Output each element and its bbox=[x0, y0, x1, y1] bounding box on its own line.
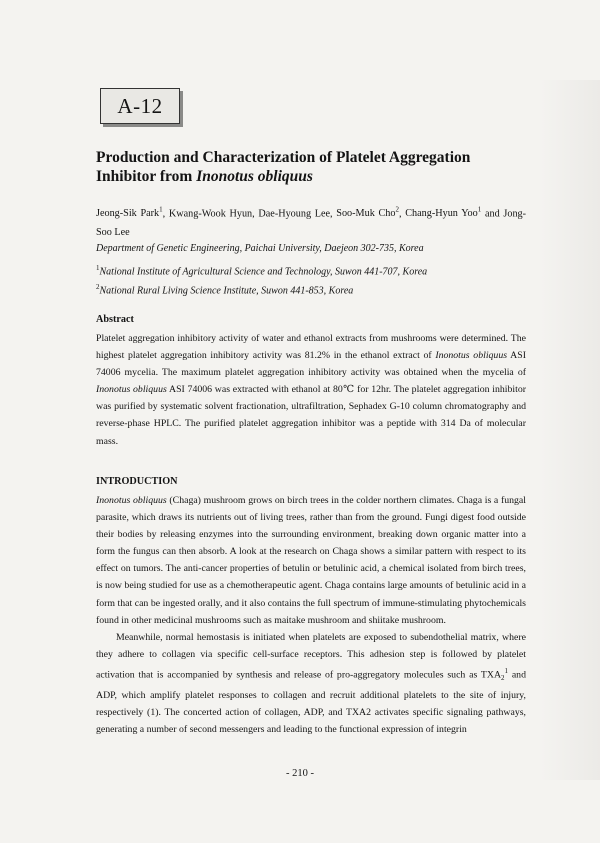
section-label: A-12 bbox=[117, 94, 163, 118]
abstract-heading: Abstract bbox=[96, 314, 134, 325]
author-conjunction: and bbox=[484, 208, 500, 220]
page-number: - 210 - bbox=[286, 768, 314, 779]
author: Chang-Hyun Yoo$^1$ bbox=[405, 206, 482, 220]
author: Kwang-Wook Hyun bbox=[168, 208, 253, 220]
title-species: Inonotus obliquus bbox=[196, 168, 313, 185]
affiliation: $^1$National Institute of Agricultural Science and Technology, Suwon 441-707, Korea bbox=[96, 264, 428, 278]
introduction-heading: INTRODUCTION bbox=[96, 476, 178, 487]
paper-title bbox=[96, 148, 516, 186]
author-list: Jeong-Sik Park$^1$, Kwang-Wook Hyun, Dae-Hyoung Lee, Soo-Muk Cho$^2$, Chang-Hyun Yoo$^1$ and Jong-Soo Lee bbox=[96, 206, 527, 239]
author: Jong-Soo Lee bbox=[96, 208, 527, 239]
title-text: Production and Characterization of Platelet Aggregation Inhibitor from bbox=[96, 149, 471, 185]
author: Dae-Hyoung Lee bbox=[258, 208, 331, 220]
abstract-text: Platelet aggregation inhibitory activity of water and ethanol extracts from mushrooms were determined. The highest platelet aggregation inhibitory activity was 81.2% in the ethanol extract of Inonotus obliquus ASI 74006 mycelia. The maximum platelet aggregation inhibitory activity was obtained when the mycelia of Inonotus obliquus ASI 74006 was extracted with ethanol at 80℃ for 12hr. The platelet aggregation inhibitor was purified by systematic solvent fractionation, ultrafiltration, Sephadex G-10 column chromatography and reverse-phase HPLC. The purified platelet aggregation inhibitor was a peptide with 314 Da of molecular mass. bbox=[96, 333, 526, 447]
show-through-shadow bbox=[540, 80, 600, 780]
section-label-box bbox=[100, 88, 180, 124]
author: Jeong-Sik Park$^1$ bbox=[96, 206, 163, 220]
introduction-text: Inonotus obliquus (Chaga) mushroom grows on birch trees in the colder northern climates. Chaga is a fungal parasite, which draws its nutrients out of living trees, rather than from the ground. Fungi digest food outside their bodies by releasing enzymes into the surrounding environment, breaking down organic matter into a form the fungus can then absorb. A look at the research on Chaga shows a similar pattern with respect to its effect on tumors. The anti-cancer properties of betulin or betulinic acid, a chemical isolated from birch trees, is now being studied for use as a chemotherapeutic agent. Chaga contains large amounts of betulinic acid in a form that can be ingested orally, and it also contains the full spectrum of immune-stimulating phytochemicals found in other medicinal mushrooms such as maitake mushroom and shiitake mushroom. Meanwhile, normal hemostasis is initiated when platelets are exposed to subendothelial matrix, where they adhere to collagen via specific cell-surface receptors. This adhesion step is followed by platelet activation that is accompanied by synthesis and release of pro-aggregatory molecules such as $TXA_2^1$ and ADP, which amplify platelet responses to collagen and recruit additional platelets to the site of injury, respectively (1). The concerted action of collagen, ADP, and TXA2 activates specific signaling pathways, generating a number of second messengers and leading to the functional expression of integrin bbox=[96, 495, 526, 736]
affiliation: $^2$National Rural Living Science Institute, Suwon 441-853, Korea bbox=[96, 283, 354, 297]
affiliation: Department of Genetic Engineering, Paichai University, Daejeon 302-735, Korea bbox=[96, 243, 424, 254]
author: Soo-Muk Cho$^2$ bbox=[336, 206, 399, 220]
